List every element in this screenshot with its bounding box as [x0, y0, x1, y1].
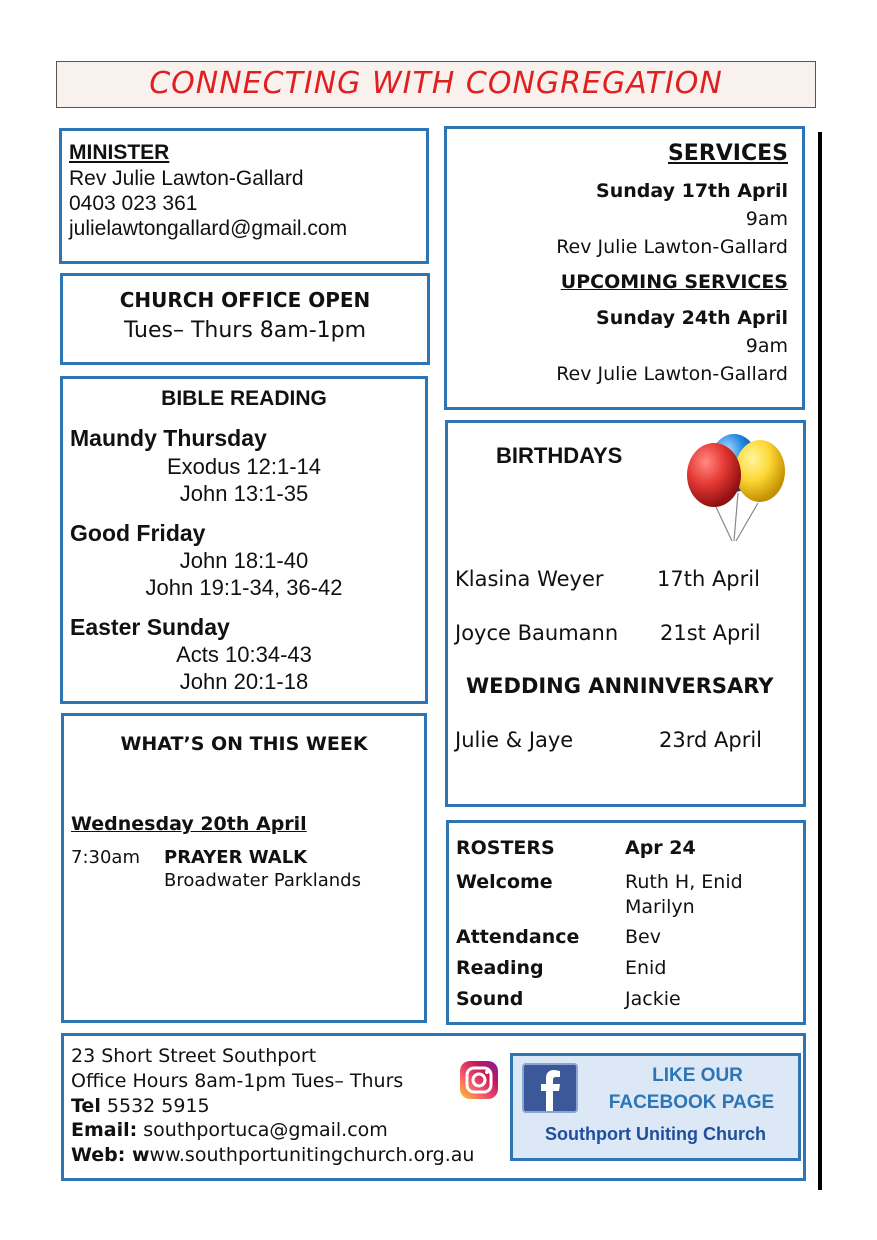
reading-passage: John 19:1-34, 36-42 [145, 575, 343, 600]
upcoming-services-heading: UPCOMING SERVICES [560, 271, 788, 293]
contact-address: 23 Short Street Southport [71, 1045, 317, 1067]
reading-passage: Exodus 12:1-14 [166, 454, 322, 479]
roster-names: Marilyn [625, 896, 695, 918]
facebook-line2: FACEBOOK PAGE [608, 1092, 775, 1113]
service-date: Sunday 17th April [596, 180, 788, 202]
rosters-date: Apr 24 [625, 837, 696, 859]
facebook-box[interactable] [510, 1053, 801, 1161]
services-box [444, 126, 805, 410]
web-value[interactable]: ww.southportunitingchurch.org.au [149, 1144, 475, 1166]
contact-office-hours: Office Hours 8am-1pm Tues– Thurs [71, 1070, 404, 1092]
birthday-date: 21st April [660, 621, 761, 645]
bible-heading: BIBLE READING [161, 387, 327, 410]
minister-email[interactable]: julielawtongallard@gmail.com [69, 217, 348, 240]
facebook-page-name[interactable]: Southport Uniting Church [545, 1124, 766, 1144]
minister-heading: MINISTER [69, 141, 170, 164]
contact-web-line [71, 1144, 474, 1166]
tel-label: Tel [71, 1095, 101, 1117]
email-label: Email: [71, 1119, 138, 1141]
rosters-box [446, 820, 806, 1025]
roster-names: Jackie [625, 988, 681, 1010]
reading-day: Maundy Thursday [70, 425, 267, 451]
office-hours: Tues– Thurs 8am-1pm [123, 318, 367, 343]
service-time: 9am [745, 335, 788, 357]
roster-role: Sound [456, 988, 524, 1010]
event-time: 7:30am [71, 847, 140, 868]
anniversary-name: Julie & Jaye [455, 728, 574, 752]
banner-title: CONNECTING WITH CONGREGATION [149, 66, 723, 101]
roster-role: Attendance [456, 926, 580, 948]
web-label: Web: w [71, 1144, 150, 1166]
service-leader: Rev Julie Lawton-Gallard [556, 363, 788, 385]
event-title: PRAYER WALK [164, 847, 308, 868]
birthday-date: 17th April [657, 567, 760, 591]
reading-passage: John 18:1-40 [179, 548, 309, 573]
event-date: Wednesday 20th April [71, 813, 307, 835]
minister-box [59, 128, 429, 264]
roster-names: Bev [625, 926, 661, 948]
reading-passage: Acts 10:34-43 [176, 642, 312, 667]
balloons-icon [684, 433, 790, 545]
anniversary-date: 23rd April [659, 728, 762, 752]
service-time: 9am [745, 208, 788, 230]
services-heading: SERVICES [667, 141, 788, 166]
reading-passage: John 20:1-18 [179, 669, 309, 694]
vertical-divider [818, 132, 822, 1190]
rosters-heading: ROSTERS [456, 837, 555, 859]
birthdays-box [445, 420, 806, 807]
minister-phone: 0403 023 361 [69, 192, 198, 215]
roster-names: Ruth H, Enid [625, 871, 743, 893]
minister-name: Rev Julie Lawton-Gallard [69, 167, 304, 190]
bible-reading-box [60, 376, 428, 704]
roster-role: Welcome [456, 871, 553, 893]
service-date: Sunday 24th April [596, 307, 788, 329]
instagram-icon[interactable] [459, 1060, 499, 1100]
roster-role: Reading [456, 957, 544, 979]
birthday-name: Joyce Baumann [455, 621, 619, 645]
whats-on-heading: WHAT’S ON THIS WEEK [120, 733, 368, 755]
facebook-icon[interactable] [522, 1063, 578, 1113]
reading-day: Good Friday [70, 520, 206, 546]
office-box [60, 273, 430, 365]
birthday-name: Klasina Weyer [455, 567, 604, 591]
anniversary-heading: WEDDING ANNINVERSARY [466, 674, 774, 698]
email-value[interactable]: southportuca@gmail.com [143, 1119, 388, 1141]
banner [56, 61, 816, 108]
office-heading: CHURCH OFFICE OPEN [119, 288, 371, 312]
facebook-line1: LIKE OUR [652, 1065, 743, 1086]
reading-day: Easter Sunday [70, 614, 230, 640]
event-location: Broadwater Parklands [164, 870, 361, 891]
birthdays-heading: BIRTHDAYS [496, 443, 623, 468]
contact-tel-line [71, 1095, 210, 1117]
whats-on-box [61, 713, 427, 1023]
service-leader: Rev Julie Lawton-Gallard [556, 236, 788, 258]
reading-passage: John 13:1-35 [179, 481, 309, 506]
tel-value: 5532 5915 [106, 1095, 210, 1117]
roster-names: Enid [625, 957, 667, 979]
contact-email-line [71, 1119, 388, 1141]
